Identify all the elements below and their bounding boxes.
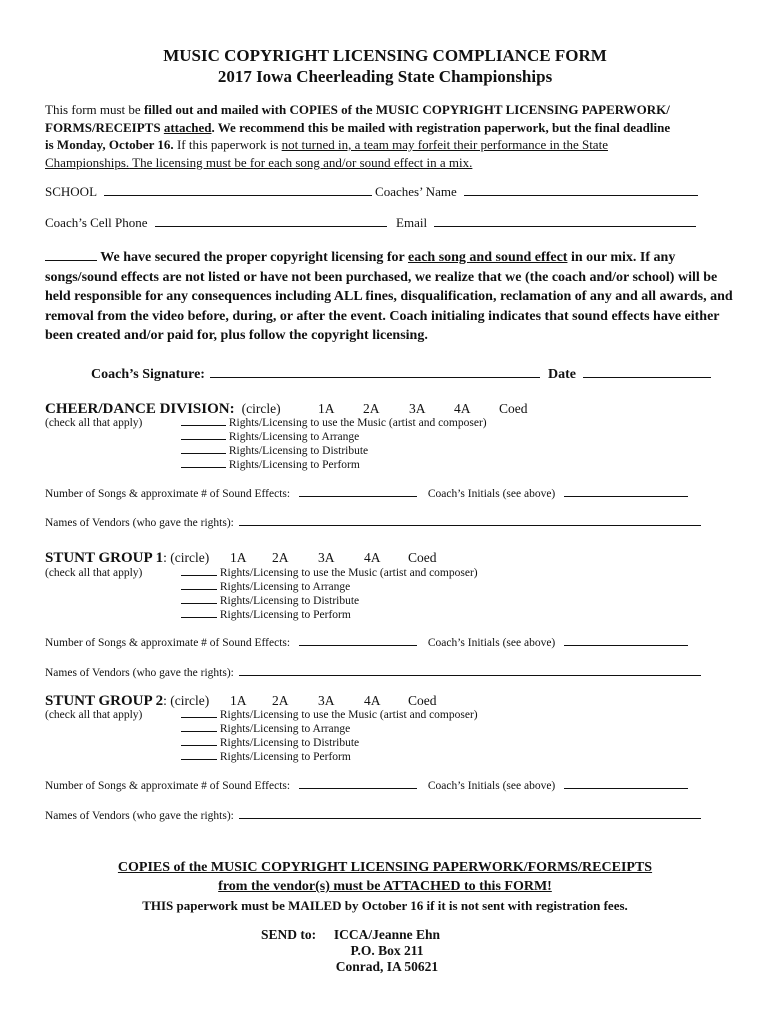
checklist-item (181, 595, 359, 607)
vendors-row (45, 667, 701, 679)
agreement-initial-input[interactable] (45, 259, 97, 261)
checklist-item (181, 751, 351, 763)
check-note: (check all that apply) (45, 567, 143, 579)
option-coed[interactable]: Coed (408, 693, 437, 708)
check-input[interactable] (181, 438, 226, 440)
checklist-item (181, 445, 368, 457)
songs-label: Number of Songs & approximate # of Sound Effects: (45, 637, 291, 649)
intro-bold-text: FORMS/RECEIPTS (45, 120, 164, 135)
cell-phone-input[interactable] (155, 225, 387, 227)
division-title: STUNT GROUP 1 (45, 550, 164, 566)
division-options (230, 550, 437, 566)
songs-row (45, 780, 688, 792)
intro-bold-text: is Monday, October 16. (45, 137, 174, 152)
vendors-row (45, 517, 701, 529)
circle-note: : (circle) (163, 693, 210, 708)
division-title: STUNT GROUP 2 (45, 693, 164, 709)
checklist-label: Rights/Licensing to Distribute (228, 445, 369, 457)
checklist-label: Rights/Licensing to Arrange (219, 723, 351, 735)
intro-bold-text: filled out and mailed with COPIES of the MUSIC COPYRIGHT LICENSING PAPERWORK/ (143, 102, 670, 117)
agreement-emphasis: each song and sound effect (407, 250, 568, 265)
initials-input[interactable] (564, 495, 688, 497)
agreement-text: in our mix. If any songs/sound effects are not listed or have not been purchased, we realize that we (the coach and/or school) will be held responsible for any consequences including ALL fines, disqualification, reclamation of any and all awards, and removal from the video before, during, or after the event. Coach initialing indicates that sound effects have either been created and/or paid for, plus follow the copyright licensing. (45, 250, 733, 343)
songs-input[interactable] (299, 787, 417, 789)
vendors-input[interactable] (239, 524, 701, 526)
date-input[interactable] (583, 376, 711, 378)
intro-line-2 (45, 119, 730, 137)
check-input[interactable] (181, 574, 217, 576)
checklist-label: Rights/Licensing to Perform (219, 609, 351, 621)
option-coed[interactable]: Coed (408, 550, 437, 565)
vendors-input[interactable] (239, 817, 701, 819)
option-3a[interactable]: 3A (318, 550, 335, 565)
check-note: (check all that apply) (45, 417, 143, 429)
division-options (230, 693, 437, 709)
checklist-label: Rights/Licensing to Distribute (219, 737, 360, 749)
initials-label: Coach’s Initials (see above) (427, 780, 556, 792)
intro-line-3 (45, 136, 730, 154)
footer-attach-line: from the vendor(s) must be ATTACHED to this FORM! (218, 879, 552, 894)
checklist-item (181, 459, 360, 471)
school-input[interactable] (104, 194, 372, 196)
songs-input[interactable] (299, 644, 417, 646)
intro-line-1 (45, 101, 730, 119)
checklist-label: Rights/Licensing to Arrange (219, 581, 351, 593)
email-label: Email (396, 215, 428, 230)
initials-input[interactable] (564, 787, 688, 789)
division-stunt-group-2 (45, 692, 209, 710)
checklist-item (181, 737, 359, 749)
checklist-label: Rights/Licensing to Perform (228, 459, 360, 471)
intro-bold-text: . We recommend this be mailed with registration paperwork, but the final deadline (211, 120, 671, 135)
check-input[interactable] (181, 616, 217, 618)
signature-row (91, 367, 711, 383)
songs-row (45, 488, 688, 500)
option-4a[interactable]: 4A (364, 550, 381, 565)
address-name: ICCA/Jeanne Ehn (333, 927, 441, 942)
checklist-item (181, 709, 478, 721)
signature-input[interactable] (210, 376, 540, 378)
option-4a[interactable]: 4A (364, 693, 381, 708)
division-options (318, 401, 528, 417)
checklist-label: Rights/Licensing to Perform (219, 751, 351, 763)
address-city: Conrad, IA 50621 (335, 959, 439, 974)
option-4a[interactable]: 4A (454, 401, 471, 416)
checklist-item (181, 567, 478, 579)
check-input[interactable] (181, 452, 226, 454)
cell-phone-label: Coach’s Cell Phone (45, 215, 148, 230)
contact-field (45, 215, 696, 231)
checklist-item (181, 723, 350, 735)
school-field (45, 184, 698, 200)
agreement-paragraph (45, 248, 735, 346)
intro-underlined-text: Championships. (45, 155, 130, 170)
checklist-label: Rights/Licensing to Distribute (219, 595, 360, 607)
check-input[interactable] (181, 730, 217, 732)
intro-underlined-text: The licensing must be for each song and/or sound effect in a mix. (129, 155, 473, 170)
check-input[interactable] (181, 716, 217, 718)
check-input[interactable] (181, 758, 217, 760)
option-2a[interactable]: 2A (272, 550, 289, 565)
form-subtitle: 2017 Iowa Cheerleading State Championships (217, 67, 553, 86)
division-cheer-dance (45, 400, 281, 418)
option-1a[interactable]: 1A (230, 693, 247, 708)
circle-note: (circle) (241, 401, 281, 416)
checklist-item (181, 431, 359, 443)
date-label: Date (547, 367, 576, 382)
check-input[interactable] (181, 602, 217, 604)
vendors-label: Names of Vendors (who gave the rights): (45, 810, 234, 822)
email-input[interactable] (434, 225, 696, 227)
vendors-label: Names of Vendors (who gave the rights): (45, 667, 234, 679)
songs-row (45, 637, 688, 649)
footer-mail-line: THIS paperwork must be MAILED by October 16 if it is not sent with registration fees. (142, 898, 628, 913)
checklist-item (181, 581, 350, 593)
songs-label: Number of Songs & approximate # of Sound Effects: (45, 488, 291, 500)
option-2a[interactable]: 2A (272, 693, 289, 708)
address-po-box: P.O. Box 211 (350, 943, 424, 958)
checklist-label: Rights/Licensing to use the Music (artist and composer) (228, 417, 487, 429)
option-coed[interactable]: Coed (499, 401, 528, 416)
checklist-label: Rights/Licensing to use the Music (artist and composer) (219, 709, 478, 721)
checklist-item (181, 417, 487, 429)
option-3a[interactable]: 3A (318, 693, 335, 708)
initials-label: Coach’s Initials (see above) (427, 637, 556, 649)
vendors-label: Names of Vendors (who gave the rights): (45, 517, 234, 529)
division-title: CHEER/DANCE DIVISION: (45, 401, 235, 417)
coaches-name-label: Coaches’ Name (375, 184, 457, 199)
check-input[interactable] (181, 744, 217, 746)
intro-text: If this paperwork is (173, 137, 282, 152)
intro-text: This form must be (45, 102, 144, 117)
option-3a[interactable]: 3A (409, 401, 426, 416)
check-note: (check all that apply) (45, 709, 143, 721)
school-label: SCHOOL (45, 184, 97, 199)
checklist-item (181, 609, 351, 621)
check-input[interactable] (181, 424, 226, 426)
form-title: MUSIC COPYRIGHT LICENSING COMPLIANCE FORM (163, 46, 607, 65)
option-1a[interactable]: 1A (230, 550, 247, 565)
check-input[interactable] (181, 466, 226, 468)
songs-input[interactable] (299, 495, 417, 497)
songs-label: Number of Songs & approximate # of Sound Effects: (45, 780, 291, 792)
intro-underlined-text: attached (163, 120, 212, 135)
check-input[interactable] (181, 588, 217, 590)
vendors-input[interactable] (239, 674, 701, 676)
initials-label: Coach’s Initials (see above) (427, 488, 556, 500)
footer-copies-line: COPIES of the MUSIC COPYRIGHT LICENSING PAPERWORK/FORMS/RECEIPTS (117, 860, 653, 875)
checklist-label: Rights/Licensing to Arrange (228, 431, 360, 443)
option-2a[interactable]: 2A (363, 401, 380, 416)
coaches-name-input[interactable] (464, 194, 698, 196)
checklist-label: Rights/Licensing to use the Music (artist and composer) (219, 567, 478, 579)
division-stunt-group-1 (45, 549, 209, 567)
vendors-row (45, 810, 701, 822)
agreement-text: We have secured the proper copyright licensing for (97, 250, 408, 265)
initials-input[interactable] (564, 644, 688, 646)
intro-underlined-text: not turned in, a team may forfeit their performance in the State (281, 137, 608, 152)
option-1a[interactable]: 1A (318, 401, 335, 416)
signature-label: Coach’s Signature: (91, 367, 205, 382)
circle-note: : (circle) (163, 550, 210, 565)
send-to-label: SEND to: (261, 927, 317, 942)
intro-line-4 (45, 154, 730, 172)
